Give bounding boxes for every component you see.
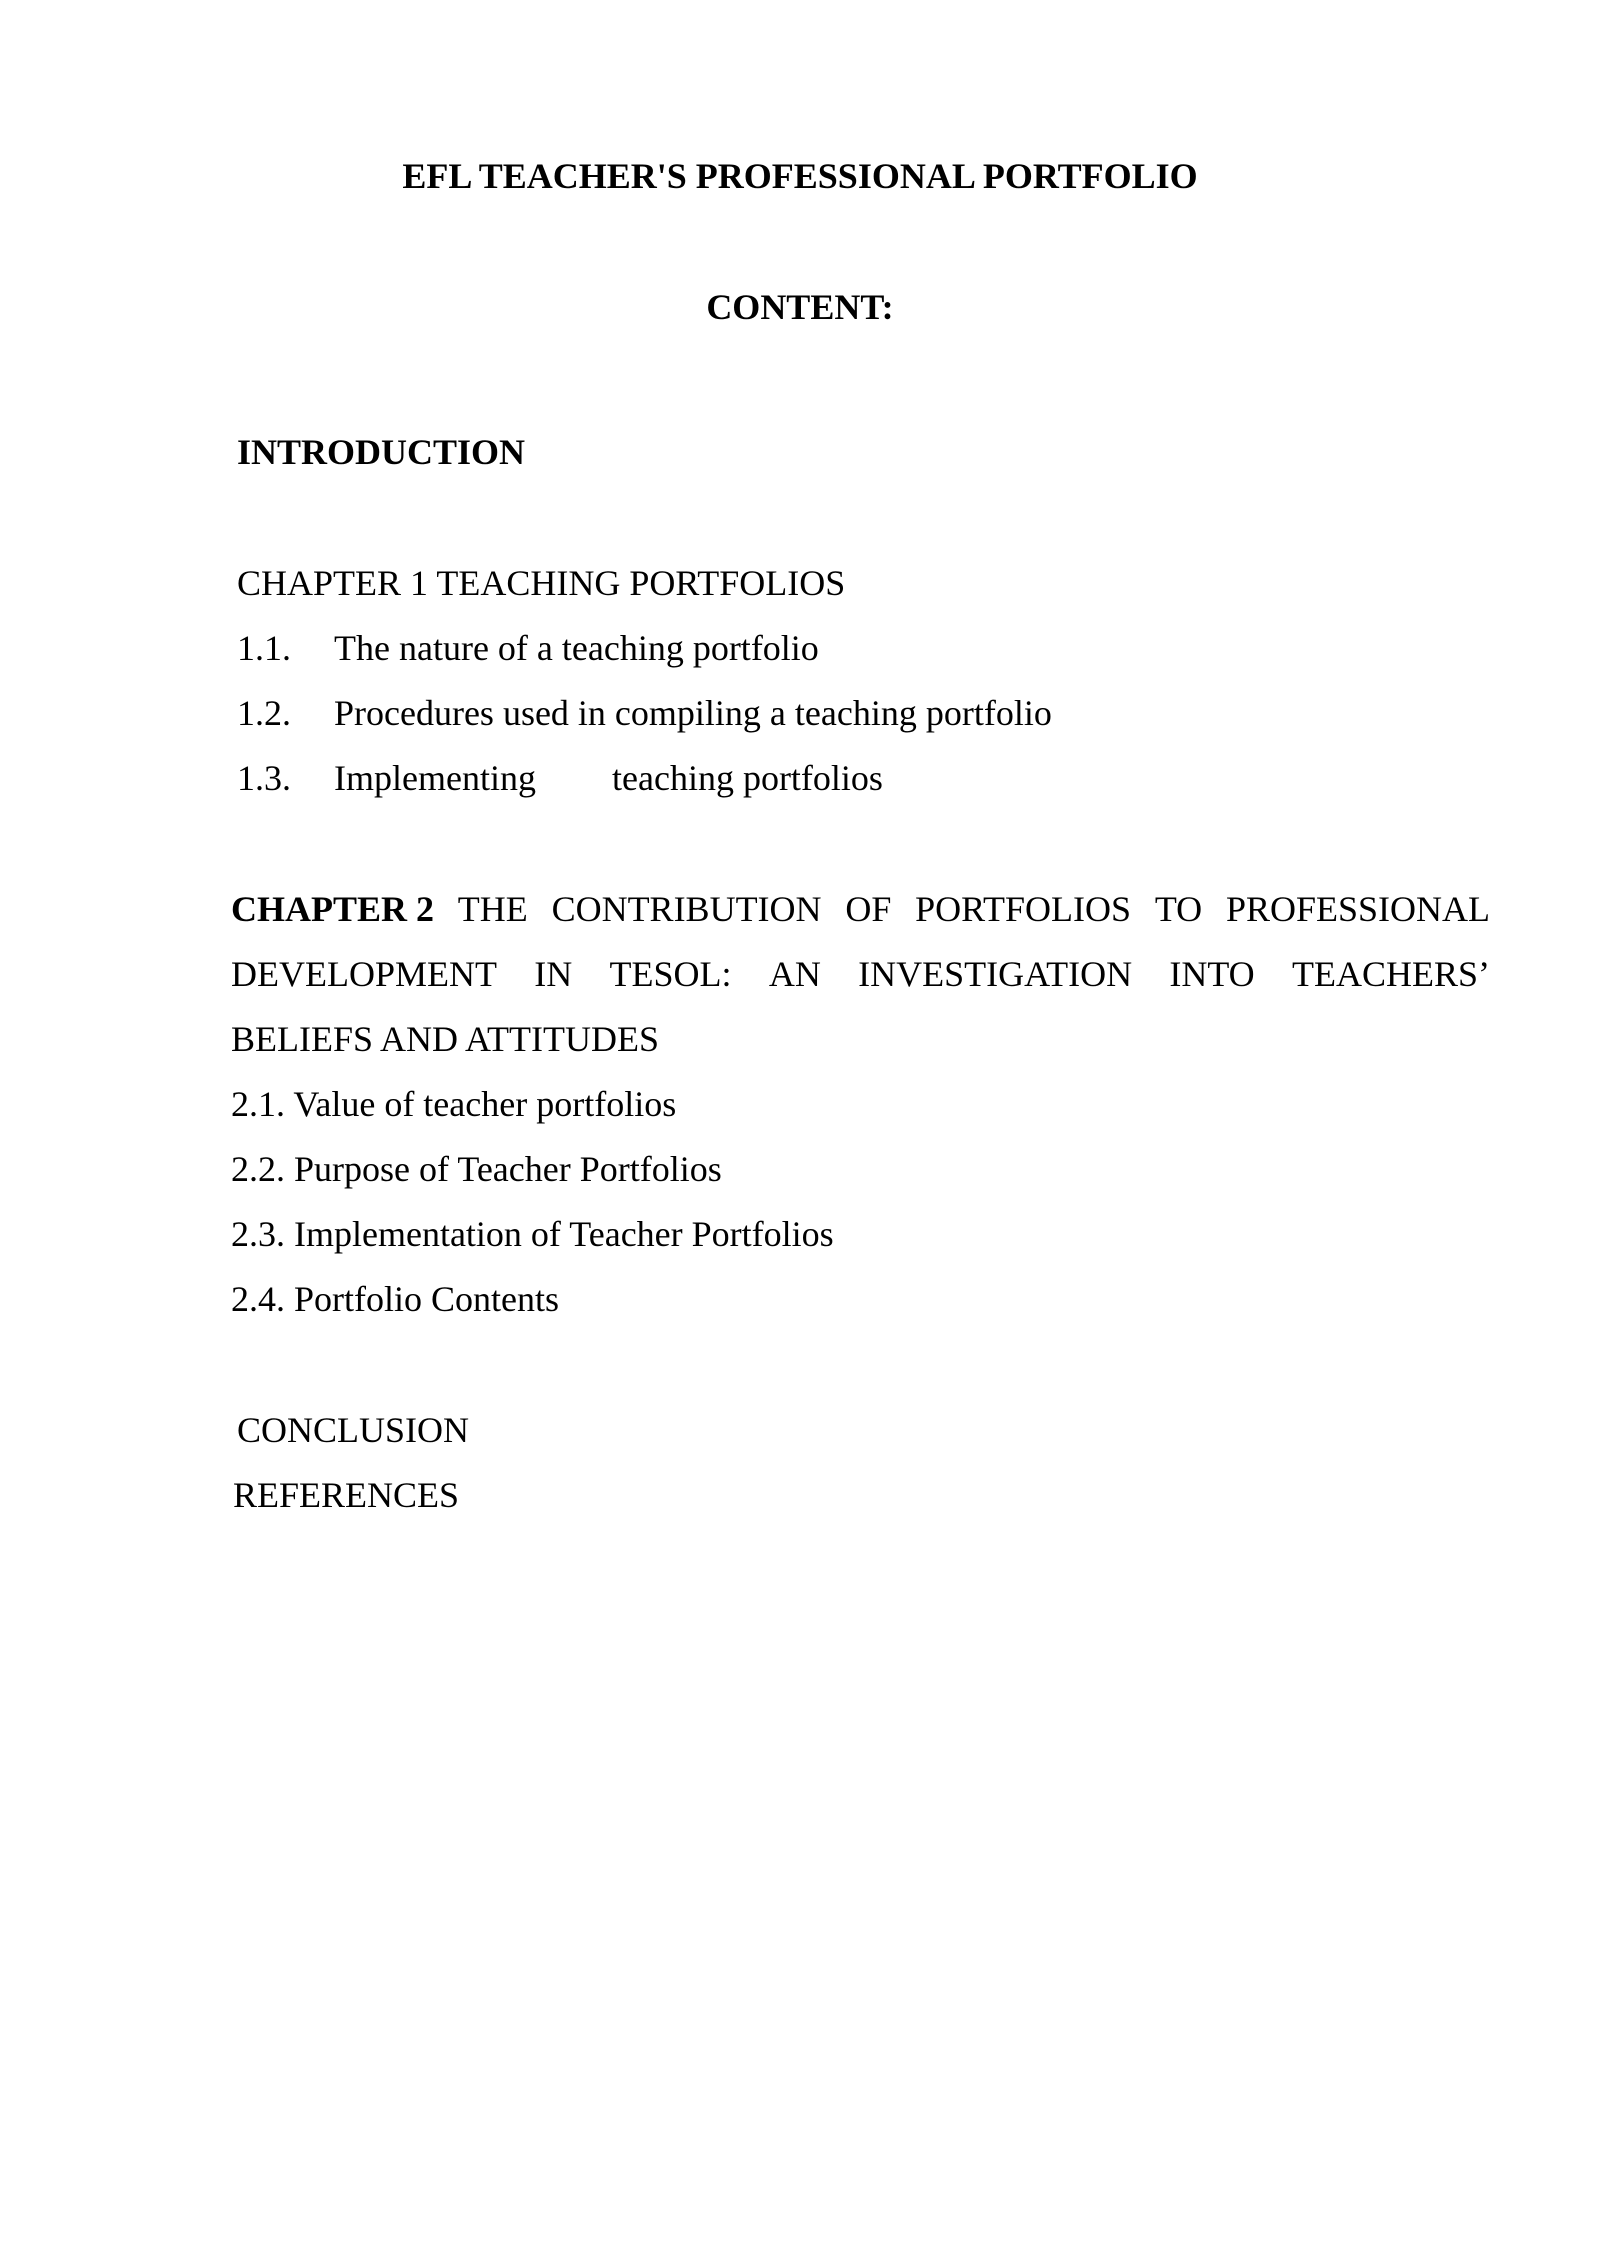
toc-item-2-1: 2.1. Value of teacher portfolios: [231, 1084, 677, 1124]
heading-word: PORTFOLIOS: [915, 889, 1132, 929]
heading-word: DEVELOPMENT: [231, 954, 497, 994]
heading-word: TO: [1154, 889, 1203, 929]
toc-chapter2-heading-line2: [231, 952, 1490, 996]
toc-chapter2-heading-line1: [231, 887, 1490, 931]
toc-introduction: INTRODUCTION: [237, 432, 526, 472]
heading-word: INTO: [1169, 954, 1255, 994]
toc-chapter1-heading: CHAPTER 1 TEACHING PORTFOLIOS: [237, 563, 846, 603]
toc-item-text: Procedures used in compiling a teaching portfolio: [334, 693, 1052, 733]
chapter2-label: CHAPTER 2: [231, 889, 435, 929]
heading-word: THE: [457, 889, 528, 929]
toc-item-1-3: [0, 756, 1600, 800]
toc-item-text-part-a: Implementing: [334, 758, 536, 798]
toc-item-2-4: 2.4. Portfolio Contents: [231, 1279, 560, 1319]
toc-item-number: 1.2.: [237, 693, 291, 733]
heading-word: IN: [534, 954, 573, 994]
heading-word: AN: [768, 954, 821, 994]
heading-word: TESOL:: [609, 954, 732, 994]
toc-item-text: The nature of a teaching portfolio: [334, 628, 819, 668]
toc-item-1-1: [0, 626, 1600, 670]
toc-item-2-2: 2.2. Purpose of Teacher Portfolios: [231, 1149, 722, 1189]
document-title: EFL TEACHER'S PROFESSIONAL PORTFOLIO: [402, 156, 1198, 196]
heading-word: OF: [845, 889, 892, 929]
toc-item-number: 1.3.: [237, 758, 291, 798]
toc-item-text-part-b: teaching portfolios: [612, 758, 883, 798]
toc-references: REFERENCES: [233, 1475, 460, 1515]
heading-word: CONTRIBUTION: [551, 889, 822, 929]
contents-heading: CONTENT:: [706, 287, 894, 327]
toc-item-1-2: [0, 691, 1600, 735]
toc-item-number: 1.1.: [237, 628, 291, 668]
heading-word: TEACHERS’: [1291, 954, 1490, 994]
heading-word: INVESTIGATION: [858, 954, 1133, 994]
toc-item-2-3: 2.3. Implementation of Teacher Portfolios: [231, 1214, 834, 1254]
toc-conclusion: CONCLUSION: [237, 1410, 470, 1450]
heading-word: PROFESSIONAL: [1225, 889, 1490, 929]
toc-chapter2-heading-line3: BELIEFS AND ATTITUDES: [231, 1019, 660, 1059]
